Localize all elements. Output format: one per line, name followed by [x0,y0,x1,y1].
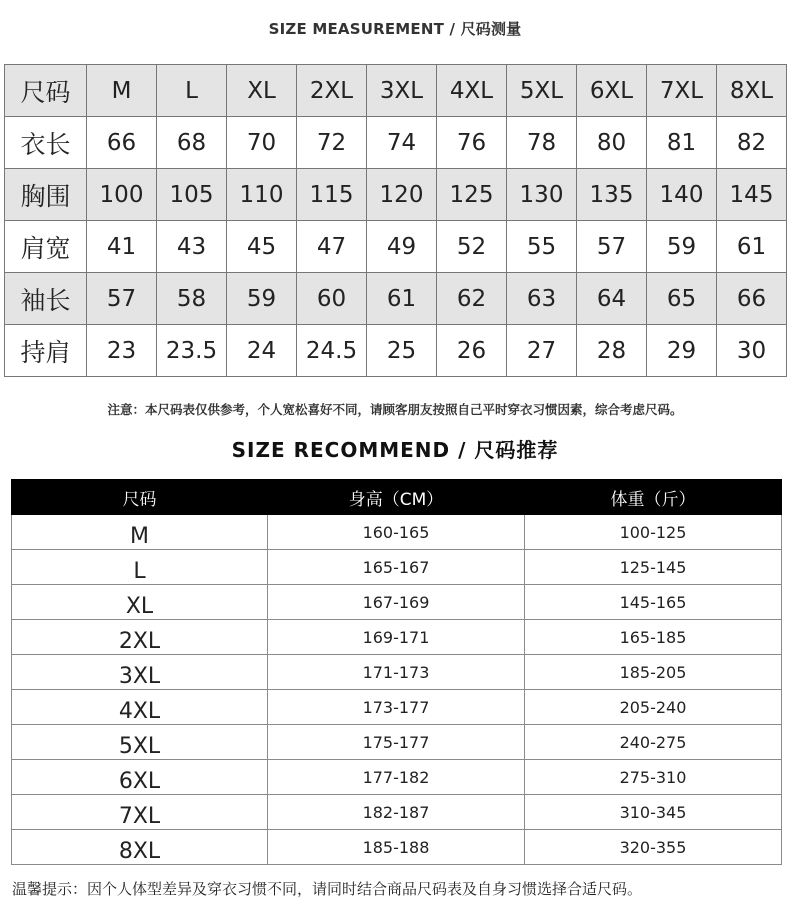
table-cell: 82 [717,117,787,169]
table-cell: XL [227,65,297,117]
weight-cell: 240-275 [525,725,782,760]
table-cell: 65 [647,273,717,325]
table-cell: 61 [717,221,787,273]
size-cell: L [12,550,268,585]
table-cell: 43 [157,221,227,273]
weight-cell: 310-345 [525,795,782,830]
height-cell: 182-187 [268,795,525,830]
table-cell: 72 [297,117,367,169]
size-cell: 7XL [12,795,268,830]
table-cell: 5XL [507,65,577,117]
recommend-row [12,725,782,760]
table-cell: 2XL [297,65,367,117]
table-cell: L [157,65,227,117]
table-cell: 45 [227,221,297,273]
recommend-row [12,550,782,585]
table-cell: 57 [577,221,647,273]
table-cell: 25 [367,325,437,377]
weight-cell: 125-145 [525,550,782,585]
height-cell: 169-171 [268,620,525,655]
row-label: 持肩 [5,325,87,377]
table-cell: 52 [437,221,507,273]
size-cell: M [12,515,268,550]
table-cell: 58 [157,273,227,325]
table-cell: 29 [647,325,717,377]
footer-note: 温馨提示：因个人体型差异及穿衣习惯不同，请同时结合商品尺码表及自身习惯选择合适尺码。 [12,880,643,898]
table-cell: 6XL [577,65,647,117]
recommend-row [12,585,782,620]
table-cell: 23.5 [157,325,227,377]
header-size: 尺码 [12,480,268,515]
table-cell: 27 [507,325,577,377]
table-cell: 23 [87,325,157,377]
size-cell: 4XL [12,690,268,725]
table-cell: 30 [717,325,787,377]
table-cell: 110 [227,169,297,221]
measurement-table [4,64,787,377]
height-cell: 160-165 [268,515,525,550]
height-cell: 167-169 [268,585,525,620]
table-cell: 60 [297,273,367,325]
recommend-row [12,795,782,830]
table-cell: 135 [577,169,647,221]
height-cell: 171-173 [268,655,525,690]
row-label: 衣长 [5,117,87,169]
row-label: 袖长 [5,273,87,325]
table-cell: 100 [87,169,157,221]
size-cell: XL [12,585,268,620]
measurement-row [5,273,787,325]
table-cell: 63 [507,273,577,325]
table-cell: 41 [87,221,157,273]
size-cell: 8XL [12,830,268,865]
table-cell: 78 [507,117,577,169]
table-cell: 64 [577,273,647,325]
weight-cell: 185-205 [525,655,782,690]
weight-cell: 320-355 [525,830,782,865]
table-cell: 81 [647,117,717,169]
recommend-title: SIZE RECOMMEND / 尺码推荐 [231,438,559,462]
weight-cell: 165-185 [525,620,782,655]
table-cell: 66 [717,273,787,325]
table-cell: 140 [647,169,717,221]
table-cell: 8XL [717,65,787,117]
table-cell: 115 [297,169,367,221]
table-cell: 70 [227,117,297,169]
table-cell: 55 [507,221,577,273]
table-cell: 7XL [647,65,717,117]
recommend-row [12,515,782,550]
measurement-title: SIZE MEASUREMENT / 尺码测量 [268,20,522,38]
table-cell: 3XL [367,65,437,117]
table-cell: 80 [577,117,647,169]
table-cell: 26 [437,325,507,377]
row-label: 胸围 [5,169,87,221]
row-label: 肩宽 [5,221,87,273]
weight-cell: 100-125 [525,515,782,550]
table-cell: 59 [647,221,717,273]
measurement-row [5,117,787,169]
height-cell: 175-177 [268,725,525,760]
size-header-row [5,65,787,117]
weight-cell: 275-310 [525,760,782,795]
measurement-row [5,221,787,273]
table-cell: 120 [367,169,437,221]
size-cell: 5XL [12,725,268,760]
table-cell: 105 [157,169,227,221]
table-cell: 4XL [437,65,507,117]
table-cell: 68 [157,117,227,169]
table-cell: 145 [717,169,787,221]
table-cell: M [87,65,157,117]
table-cell: 130 [507,169,577,221]
table-cell: 24 [227,325,297,377]
size-cell: 6XL [12,760,268,795]
recommend-table [11,479,782,865]
table-cell: 66 [87,117,157,169]
table-cell: 74 [367,117,437,169]
weight-cell: 145-165 [525,585,782,620]
measurement-row [5,169,787,221]
size-cell: 2XL [12,620,268,655]
height-cell: 185-188 [268,830,525,865]
table-cell: 24.5 [297,325,367,377]
table-cell: 28 [577,325,647,377]
table-cell: 47 [297,221,367,273]
recommend-header-row [12,480,782,515]
table-cell: 57 [87,273,157,325]
header-weight: 体重（斤） [525,480,782,515]
recommend-row [12,620,782,655]
weight-cell: 205-240 [525,690,782,725]
table-cell: 59 [227,273,297,325]
recommend-row [12,830,782,865]
row-label: 尺码 [5,65,87,117]
table-cell: 49 [367,221,437,273]
header-height: 身高（CM） [268,480,525,515]
recommend-row [12,655,782,690]
table-cell: 125 [437,169,507,221]
table-cell: 76 [437,117,507,169]
height-cell: 173-177 [268,690,525,725]
recommend-row [12,760,782,795]
measurement-row [5,325,787,377]
table-cell: 62 [437,273,507,325]
size-cell: 3XL [12,655,268,690]
height-cell: 177-182 [268,760,525,795]
recommend-row [12,690,782,725]
table-cell: 61 [367,273,437,325]
measurement-note: 注意：本尺码表仅供参考，个人宽松喜好不同，请顾客朋友按照自己平时穿衣习惯因素，综合考虑尺码。 [107,402,683,417]
height-cell: 165-167 [268,550,525,585]
